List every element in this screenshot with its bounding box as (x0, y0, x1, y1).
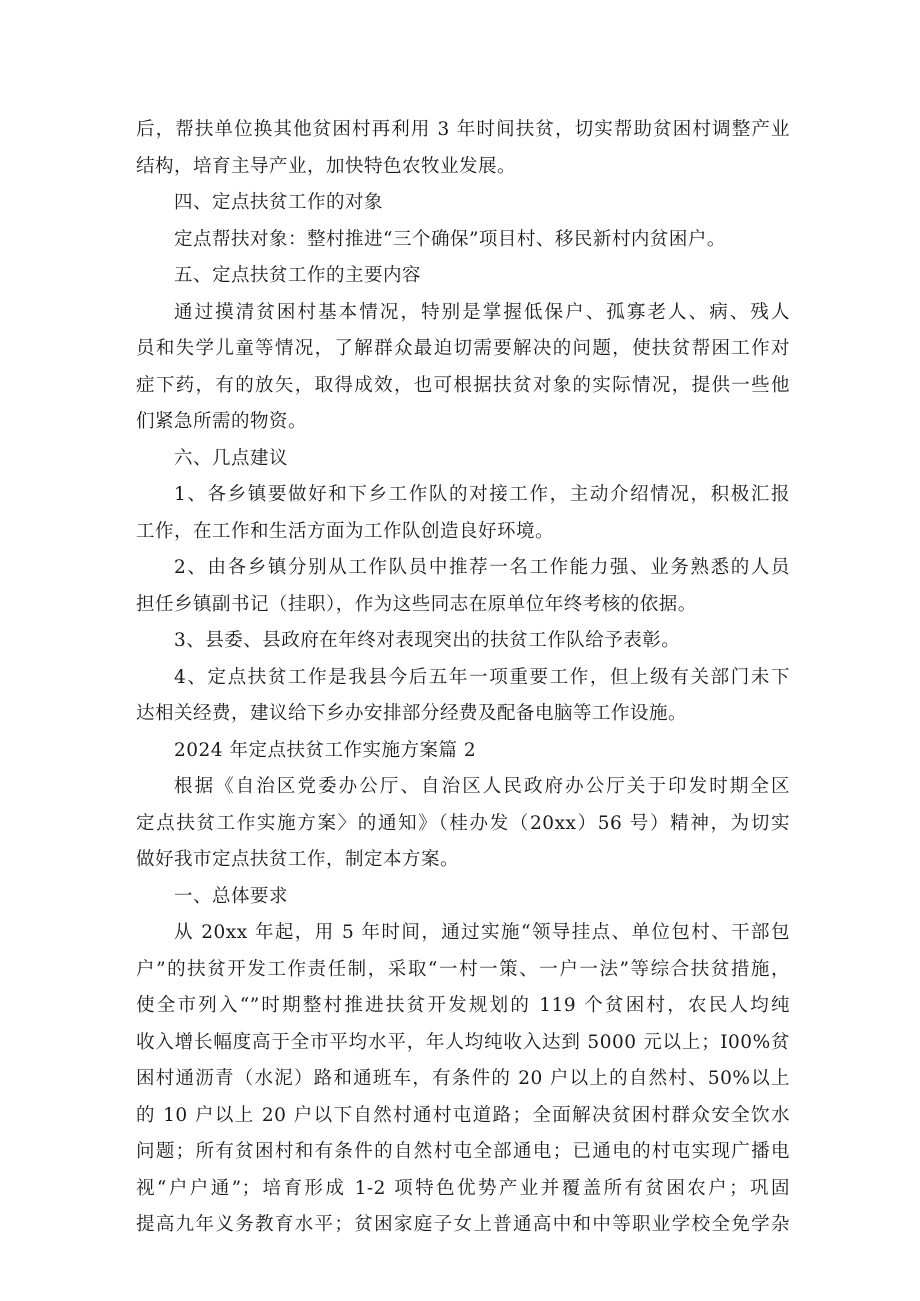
text-line: 们紧急所需的物资。 (136, 411, 308, 432)
text-line: 收入增长幅度高于全市平均水平，年人均纯收入达到 5000 元以上；I00%贫 (136, 1031, 790, 1053)
paragraph (136, 295, 790, 441)
text-line: 做好我市定点扶贫工作，制定本方案。 (136, 849, 460, 870)
section-heading (136, 441, 790, 478)
text-line: 使全市列入“”时期整村推进扶贫开发规划的 119 个贫困村，农民人均纯 (136, 995, 790, 1016)
text-line: 五、定点扶贫工作的主要内容 (174, 265, 422, 286)
text-line: 定点扶贫工作实施方案〉的通知》（桂办发（20xx）56 号）精神，为切实 (136, 812, 790, 834)
text-line: 工作，在工作和生活方面为工作队创造良好环境。 (136, 520, 555, 542)
text-line: 从 20xx 年起，用 5 年时间，通过实施“领导挂点、单位包村、干部包 (174, 922, 790, 943)
section-heading (136, 185, 790, 222)
text-line: 2024 年定点扶贫工作实施方案篇 2 (174, 739, 477, 761)
text-line: 后，帮扶单位换其他贫困村再利用 3 年时间扶贫，切实帮助贫困村调整产业 (136, 119, 790, 140)
text-line: 达相关经费，建议给下乡办安排部分经费及配备电脑等工作设施。 (136, 703, 688, 724)
paragraph (136, 769, 790, 879)
paragraph (136, 660, 790, 733)
paragraph (136, 550, 790, 623)
text-line: 通过摸清贫困村基本情况，特别是掌握低保户、孤寡老人、病、残人 (174, 301, 790, 323)
text-line: 六、几点建议 (174, 447, 289, 469)
text-line: 症下药，有的放矢，取得成效，也可根据扶贫对象的实际情况，提供一些他 (136, 374, 790, 396)
text-line: 提高九年义务教育水平；贫困家庭子女上普通高中和中等职业学校全免学杂 (136, 1214, 790, 1235)
document-page (136, 112, 790, 1244)
paragraph (136, 477, 790, 550)
text-line: 定点帮扶对象：整村推进“三个确保”项目村、移民新村内贫困户。 (174, 228, 726, 250)
text-line: 视“户户通”；培育形成 1-2 项特色优势产业并覆盖所有贫困农户；巩固 (136, 1177, 790, 1199)
paragraph (136, 222, 790, 259)
text-line: 1、各乡镇要做好和下乡工作队的对接工作，主动介绍情况，积极汇报 (174, 484, 790, 505)
text-line: 户”的扶贫开发工作责任制，采取“一村一策、一户一法”等综合扶贫措施， (136, 958, 790, 980)
paragraph (136, 112, 790, 185)
text-line: 担任乡镇副书记（挂职），作为这些同志在原单位年终考核的依据。 (136, 593, 697, 615)
text-line: 困村通沥青（水泥）路和通班车，有条件的 20 户以上的自然村、50%以上 (136, 1068, 790, 1089)
text-line: 员和失学儿童等情况，了解群众最迫切需要解决的问题，使扶贫帮困工作对 (136, 338, 790, 359)
paragraph (136, 915, 790, 1244)
section-heading (136, 733, 790, 770)
text-line: 一、总体要求 (174, 885, 289, 907)
section-heading (136, 879, 790, 916)
text-line: 根据《自治区党委办公厅、自治区人民政府办公厅关于印发时期全区 (174, 776, 790, 797)
section-heading (136, 258, 790, 295)
text-line: 结构，培育主导产业，加快特色农牧业发展。 (136, 155, 517, 177)
text-line: 3、县委、县政府在年终对表现突出的扶贫工作队给予表彰。 (174, 630, 681, 651)
text-line: 四、定点扶贫工作的对象 (174, 192, 384, 213)
text-line: 4、定点扶贫工作是我县今后五年一项重要工作，但上级有关部门未下 (174, 666, 790, 688)
text-line: 2、由各乡镇分别从工作队员中推荐一名工作能力强、业务熟悉的人员 (174, 557, 790, 578)
paragraph (136, 623, 790, 660)
text-line: 的 10 户以上 20 户以下自然村通村屯道路；全面解决贫困村群众安全饮水 (136, 1104, 790, 1126)
text-line: 问题；所有贫困村和有条件的自然村屯全部通电；已通电的村屯实现广播电 (136, 1141, 790, 1162)
